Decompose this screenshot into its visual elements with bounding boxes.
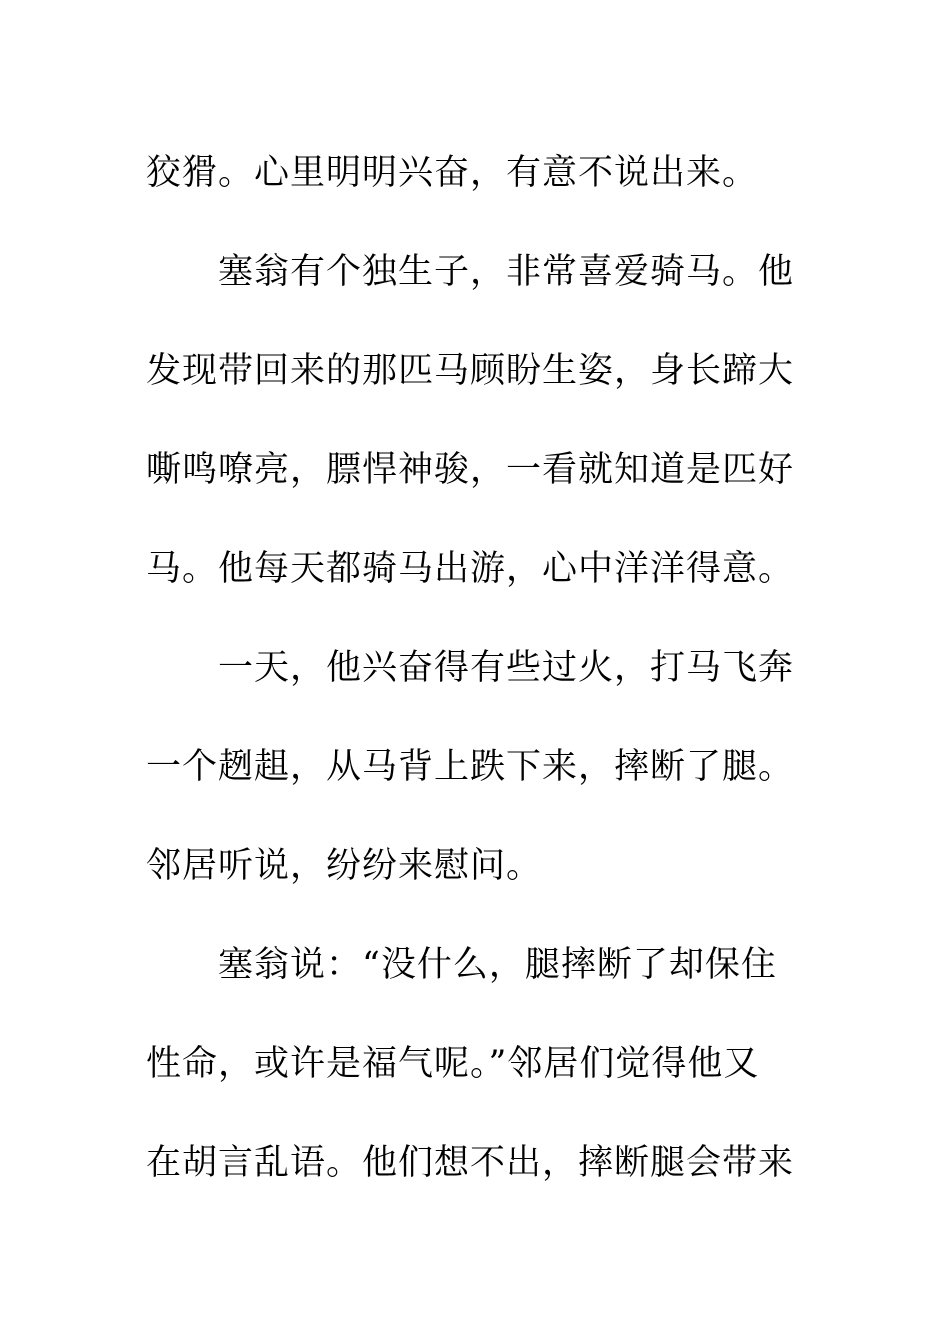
text-line-paragraph-continuation: 狡猾。心里明明兴奋，有意不说出来。 [146,153,759,193]
text-line-paragraph-start: 一天，他兴奋得有些过火，打马飞奔 [218,648,795,688]
text-line: 在胡言乱语。他们想不出，摔断腿会带来 [146,1143,795,1183]
text-line: 一个趔趄，从马背上跌下来，摔断了腿。 [146,747,795,787]
text-line: 发现带回来的那匹马顾盼生姿，身长蹄大 [146,351,795,391]
text-line-paragraph-start: 塞翁有个独生子，非常喜爱骑马。他 [218,252,795,292]
story-text [146,124,806,1213]
text-line: 邻居听说，纷纷来慰问。 [146,846,543,886]
text-line: 嘶鸣嘹亮，膘悍神骏，一看就知道是匹好 [146,450,795,490]
text-line: 性命，或许是福气呢。”邻居们觉得他又 [146,1044,760,1084]
text-line: 马。他每天都骑马出游，心中洋洋得意。 [146,549,795,589]
text-line-paragraph-start: 塞翁说：“没什么，腿摔断了却保住 [218,945,777,985]
